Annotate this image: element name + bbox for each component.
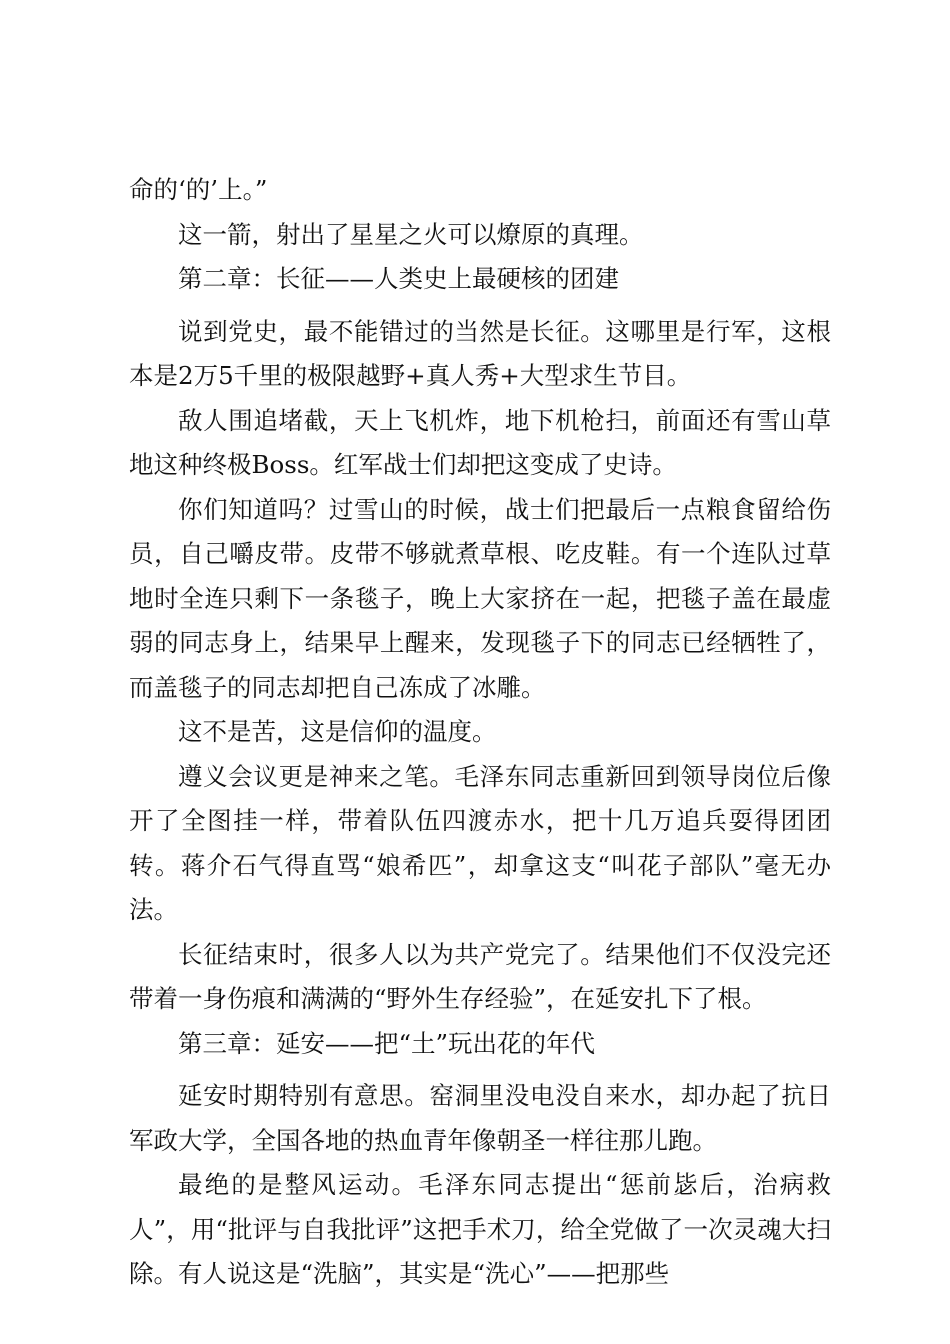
chapter-heading-3: 第三章：延安——把“土”玩出花的年代 <box>178 1028 596 1058</box>
chapter-heading-2: 第二章：长征——人类史上最硬核的团建 <box>178 264 619 293</box>
document-page <box>129 168 831 1297</box>
paragraph: 说到党史，最不能错过的当然是长征。这哪里是行军，这根本是2万5千里的极限越野+真人秀+大型求生节目。 <box>129 316 831 390</box>
paragraph: 遵义会议更是神来之笔。毛泽东同志重新回到领导岗位后像开了全图挂一样，带着队伍四渡赤水，把十几万追兵耍得团团转。蒋介石气得直骂“娘希匹”，却拿这支“叫花子部队”毫无办法。 <box>129 761 831 924</box>
paragraph: 敌人围追堵截，天上飞机炸，地下机枪扫，前面还有雪山草地这种终极Boss。红军战士们却把这变成了史诗。 <box>129 405 831 479</box>
paragraph: 长征结束时，很多人以为共产党完了。结果他们不仅没完还带着一身伤痕和满满的“野外生存经验”，在延安扎下了根。 <box>129 939 831 1013</box>
paragraph: 你们知道吗？过雪山的时候，战士们把最后一点粮食留给伤员，自己嚼皮带。皮带不够就煮草根、吃皮鞋。有一个连队过草地时全连只剩下一条毯子，晚上大家挤在一起，把毯子盖在最虚弱的同志身上，结果早上醒来，发现毯子下的同志已经牺牲了，而盖毯子的同志却把自己冻成了冰雕。 <box>129 494 831 702</box>
paragraph: 最绝的是整风运动。毛泽东同志提出“惩前毖后，治病救人”，用“批评与自我批评”这把手术刀，给全党做了一次灵魂大扫除。有人说这是“洗脑”，其实是“洗心”——把那些 <box>129 1170 831 1288</box>
paragraph: 这不是苦，这是信仰的温度。 <box>178 717 497 746</box>
paragraph: 延安时期特别有意思。窑洞里没电没自来水，却办起了抗日军政大学，全国各地的热血青年像朝圣一样往那儿跑。 <box>129 1081 831 1155</box>
paragraph-continuation: 命的‘的’上。” <box>129 175 268 204</box>
paragraph: 这一箭，射出了星星之火可以燎原的真理。 <box>178 219 644 249</box>
